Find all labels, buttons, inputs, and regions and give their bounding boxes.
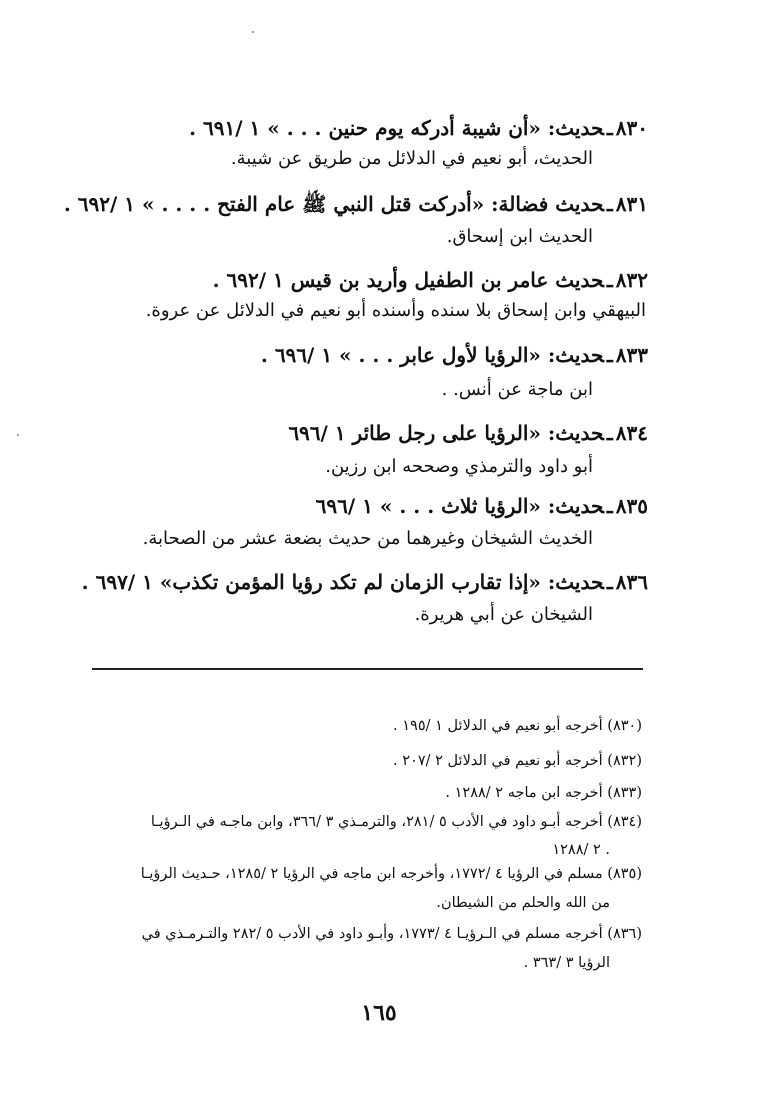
- entry-text: حديث فضالة: «أدركت قتل النبي ﷺ عام الفتح . . . . » ١ /٦٩٢ .: [63, 192, 604, 216]
- entry-source: البيهقي وابن إسحاق بلا سنده وأسنده أبو نعيم في الدلائل عن عروة.: [145, 300, 646, 321]
- entry-source: أبو داود والترمذي وصححه ابن رزين.: [325, 456, 593, 477]
- footnote: (٨٣٥) مسلم في الرؤيا ٤ /١٧٧٢، وأخرجه ابن ماجه في الرؤيا ٢ /١٢٨٥، حـديث الرؤيـا: [140, 866, 642, 882]
- entry-text: حديث: «إذا تقارب الزمان لم تكد رؤيا المؤمن تكذب» ١ /٦٩٧ .: [81, 570, 604, 594]
- entry-dash: ـ: [606, 268, 613, 292]
- entry-text: حديث: «الرؤيا على رجل طائر ١ /٦٩٦: [288, 421, 604, 445]
- footnote: (٨٣٣) أخرجه ابن ماجه ٢ /١٢٨٨ .: [445, 785, 642, 801]
- entry-number: ٨٣٤: [615, 421, 648, 445]
- footnote-continuation: ٢ /١٢٨٨ .: [552, 842, 610, 858]
- entry-dash: ـ: [606, 192, 613, 216]
- entry-text: حديث: «أن شيبة أدركه يوم حنين . . . » ١ /٦٩١ .: [189, 116, 604, 140]
- entry-source: الشيخان عن أبي هريرة.: [414, 604, 593, 625]
- entry-text: حديث: «الرؤيا لأول عابر . . . » ١ /٦٩٦ .: [260, 343, 604, 367]
- entry-text: حديث عامر بن الطفيل وأريد بن قيس ١ /٦٩٢ .: [212, 268, 604, 292]
- footnote-divider: [92, 668, 643, 670]
- entry-heading: [189, 118, 648, 138]
- footnote: (٨٣٤) أخرجه أبـو داود في الأدب ٥ /٢٨١، والترمـذي ٣ /٣٦٦، وابن ماجـه في الـرؤيـا: [150, 814, 642, 830]
- entry-source: ابن ماجة عن أنس. .: [441, 379, 593, 400]
- entry-dash: ـ: [606, 343, 613, 367]
- entry-heading: [288, 423, 648, 443]
- entry-source: الحديث، أبو نعيم في الدلائل من طريق عن شيبة.: [230, 148, 593, 169]
- entry-number: ٨٣٢: [615, 268, 648, 292]
- entry-number: ٨٣٥: [615, 494, 648, 518]
- entry-heading: [64, 194, 648, 214]
- footnote: (٨٣٠) أخرجه أبو نعيم في الدلائل ١ /١٩٥ .: [393, 718, 642, 734]
- entry-heading: [316, 496, 648, 516]
- entry-text: حديث: «الرؤيا ثلاث . . . » ١ /٦٩٦: [315, 494, 604, 518]
- ink-speck: [17, 434, 19, 436]
- entry-dash: ـ: [606, 570, 613, 594]
- entry-number: ٨٣٦: [615, 570, 648, 594]
- entry-dash: ـ: [606, 421, 613, 445]
- entry-source: الحديث ابن إسحاق.: [446, 226, 593, 247]
- footnote: (٨٣٢) أخرجه أبو نعيم في الدلائل ٢ /٢٠٧ .: [393, 753, 642, 769]
- entry-number: ٨٣١: [615, 192, 648, 216]
- entry-heading: [261, 345, 648, 365]
- entry-number: ٨٣٠: [615, 116, 648, 140]
- entry-dash: ـ: [606, 116, 613, 140]
- ink-speck: [252, 31, 254, 33]
- entry-source: الخديث الشيخان وغيرهما من حديث بضعة عشر من الصحابة.: [142, 528, 593, 549]
- footnote-continuation: من الله والحلم من الشيطان.: [436, 895, 610, 911]
- footnote: (٨٣٦) أخرجه مسلم في الـرؤيـا ٤ /١٧٧٣، وأبـو داود في الأدب ٥ /٢٨٢ والتـرمـذي في: [141, 926, 642, 942]
- entry-heading: [213, 270, 648, 290]
- page-number: ١٦٥: [361, 1000, 397, 1026]
- entry-dash: ـ: [606, 494, 613, 518]
- entry-number: ٨٣٣: [615, 343, 648, 367]
- entry-heading: [82, 572, 648, 592]
- footnote-continuation: الرؤيا ٣ /٣٦٣ .: [523, 955, 610, 971]
